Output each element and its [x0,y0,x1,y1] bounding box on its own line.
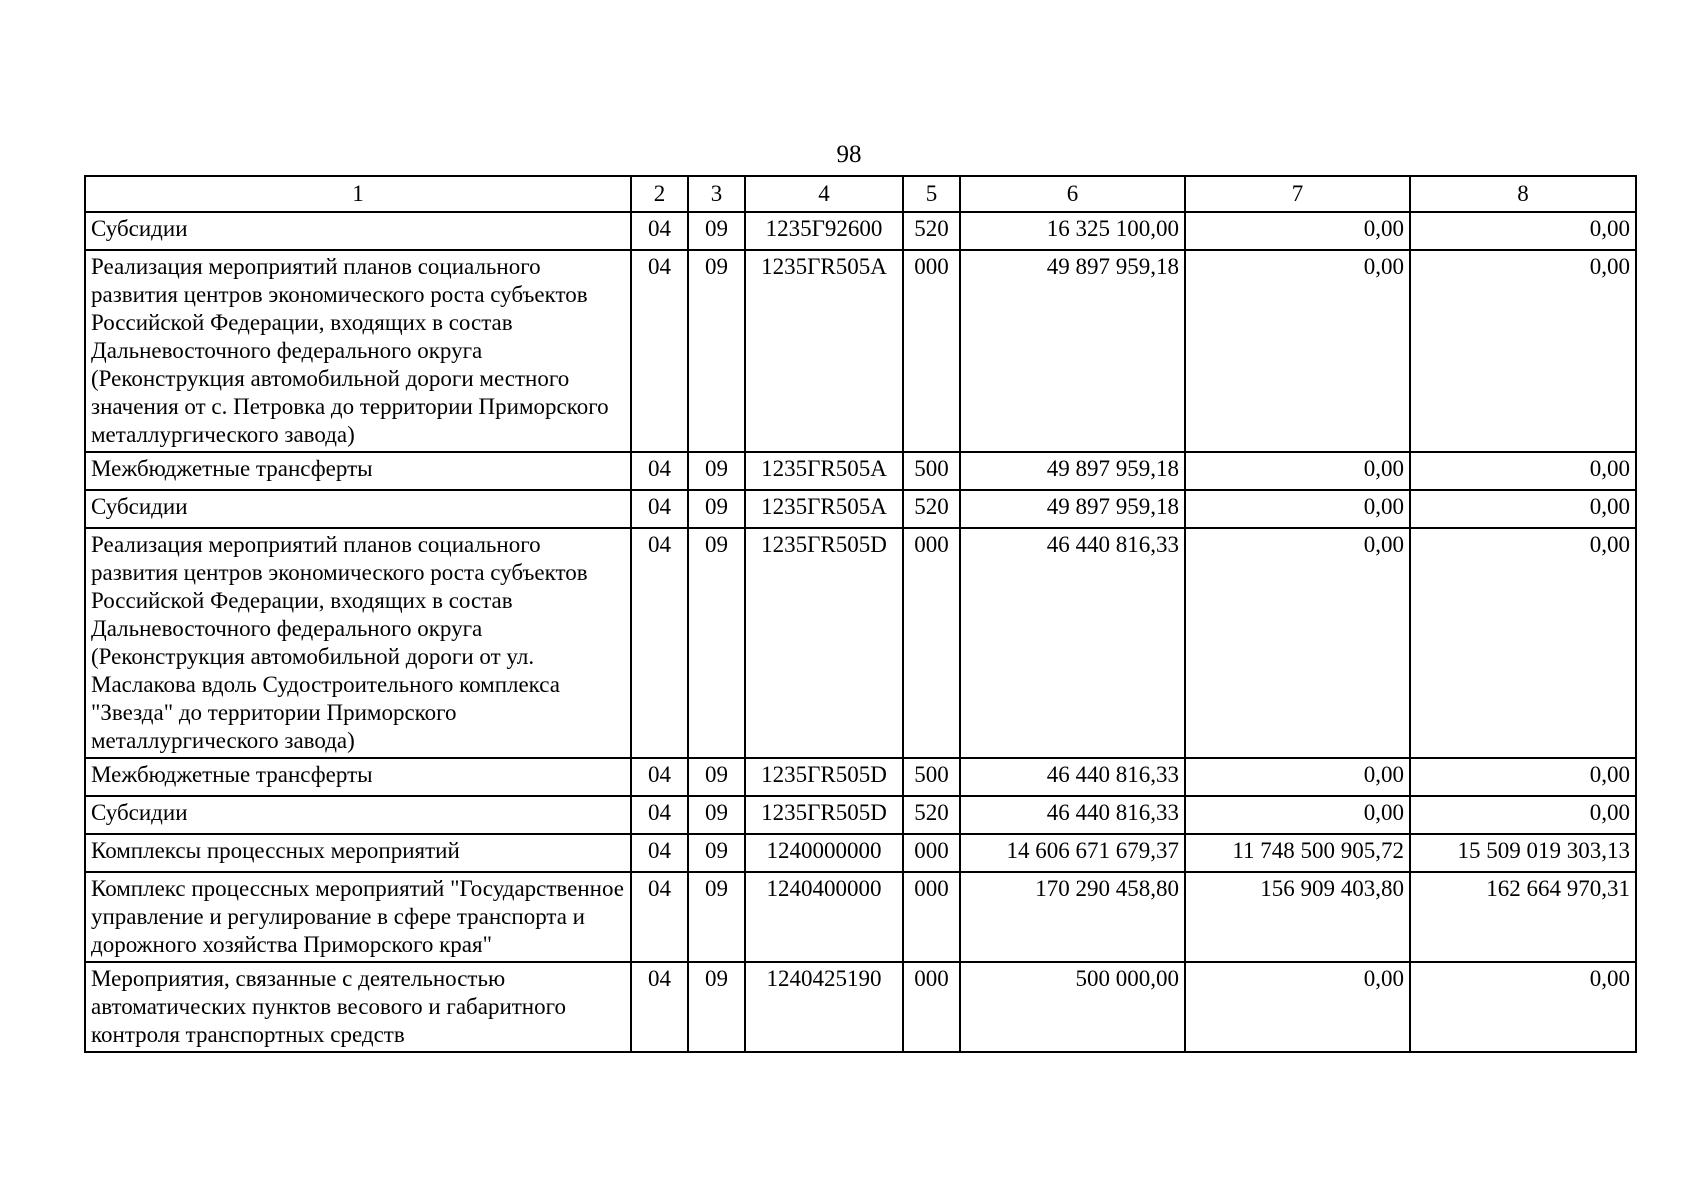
row-expense-type: 000 [903,872,960,962]
row-subsection: 09 [688,490,745,528]
row-subsection: 09 [688,962,745,1052]
header-cell-5: 5 [903,176,960,212]
row-target-code: 1235ГR505A [745,452,903,490]
row-expense-type: 000 [903,250,960,452]
row-section: 04 [631,528,688,758]
row-subsection: 09 [688,452,745,490]
row-amount-8: 0,00 [1410,528,1636,758]
row-subsection: 09 [688,528,745,758]
row-name: Субсидии [85,212,631,250]
row-expense-type: 520 [903,490,960,528]
row-expense-type: 520 [903,796,960,834]
row-amount-7: 0,00 [1185,250,1410,452]
table-row [85,834,1636,872]
row-subsection: 09 [688,250,745,452]
row-amount-8: 0,00 [1410,212,1636,250]
row-section: 04 [631,250,688,452]
row-amount-6: 46 440 816,33 [960,528,1185,758]
row-amount-8: 0,00 [1410,796,1636,834]
row-amount-6: 49 897 959,18 [960,490,1185,528]
row-expense-type: 000 [903,528,960,758]
table-row [85,872,1636,962]
header-cell-4: 4 [745,176,903,212]
row-amount-8: 0,00 [1410,250,1636,452]
row-name: Межбюджетные трансферты [85,758,631,796]
row-amount-8: 162 664 970,31 [1410,872,1636,962]
row-amount-7: 0,00 [1185,528,1410,758]
row-amount-7: 156 909 403,80 [1185,872,1410,962]
row-expense-type: 500 [903,758,960,796]
header-row [85,176,1636,212]
row-subsection: 09 [688,758,745,796]
row-amount-7: 0,00 [1185,452,1410,490]
table-row [85,962,1636,1052]
row-name: Мероприятия, связанные с деятельностью автоматических пунктов весового и габаритного контроля транспортных средств [85,962,631,1052]
row-expense-type: 000 [903,834,960,872]
row-amount-7: 0,00 [1185,796,1410,834]
row-subsection: 09 [688,796,745,834]
table-row [85,250,1636,452]
row-expense-type: 520 [903,212,960,250]
row-amount-7: 11 748 500 905,72 [1185,834,1410,872]
header-cell-1: 1 [85,176,631,212]
row-amount-6: 49 897 959,18 [960,250,1185,452]
row-section: 04 [631,796,688,834]
row-section: 04 [631,872,688,962]
row-amount-6: 500 000,00 [960,962,1185,1052]
row-amount-7: 0,00 [1185,212,1410,250]
row-section: 04 [631,212,688,250]
row-section: 04 [631,962,688,1052]
row-amount-7: 0,00 [1185,962,1410,1052]
row-target-code: 1240000000 [745,834,903,872]
row-target-code: 1240425190 [745,962,903,1052]
row-section: 04 [631,452,688,490]
table-row [85,490,1636,528]
row-amount-6: 16 325 100,00 [960,212,1185,250]
budget-table [84,175,1637,1053]
row-name: Комплексы процессных мероприятий [85,834,631,872]
table-row [85,796,1636,834]
row-amount-8: 0,00 [1410,758,1636,796]
row-amount-8: 0,00 [1410,452,1636,490]
header-cell-7: 7 [1185,176,1410,212]
header-cell-2: 2 [631,176,688,212]
row-target-code: 1235ГR505A [745,490,903,528]
table-row [85,452,1636,490]
row-amount-8: 0,00 [1410,490,1636,528]
row-target-code: 1235ГR505D [745,758,903,796]
row-amount-6: 49 897 959,18 [960,452,1185,490]
row-subsection: 09 [688,834,745,872]
row-name: Реализация мероприятий планов социального развития центров экономического роста субъектов Российской Федерации, входящих в состав Дальневосточного федерального округа (Реконструкция автомобильной дороги от ул. Маслакова вдоль Судостроительного комплекса "Звезда" до территории Приморского металлургического завода) [85,528,631,758]
row-amount-7: 0,00 [1185,758,1410,796]
row-amount-6: 170 290 458,80 [960,872,1185,962]
row-section: 04 [631,490,688,528]
row-subsection: 09 [688,872,745,962]
table-row [85,212,1636,250]
row-amount-6: 14 606 671 679,37 [960,834,1185,872]
header-cell-8: 8 [1410,176,1636,212]
row-target-code: 1235ГR505D [745,528,903,758]
row-name: Субсидии [85,490,631,528]
row-target-code: 1240400000 [745,872,903,962]
row-section: 04 [631,834,688,872]
header-cell-3: 3 [688,176,745,212]
row-amount-8: 15 509 019 303,13 [1410,834,1636,872]
row-expense-type: 000 [903,962,960,1052]
row-amount-6: 46 440 816,33 [960,796,1185,834]
page-number: 98 [836,141,862,168]
row-expense-type: 500 [903,452,960,490]
row-name: Субсидии [85,796,631,834]
row-name: Комплекс процессных мероприятий "Государственное управление и регулирование в сфере транспорта и дорожного хозяйства Приморского края" [85,872,631,962]
table-row [85,758,1636,796]
row-target-code: 1235ГR505A [745,250,903,452]
row-target-code: 1235Г92600 [745,212,903,250]
row-amount-6: 46 440 816,33 [960,758,1185,796]
row-target-code: 1235ГR505D [745,796,903,834]
table-row [85,528,1636,758]
row-amount-8: 0,00 [1410,962,1636,1052]
row-section: 04 [631,758,688,796]
row-name: Межбюджетные трансферты [85,452,631,490]
row-amount-7: 0,00 [1185,490,1410,528]
row-name: Реализация мероприятий планов социального развития центров экономического роста субъектов Российской Федерации, входящих в состав Дальневосточного федерального округа (Реконструкция автомобильной дороги местного значения от с. Петровка до территории Приморского металлургического завода) [85,250,631,452]
row-subsection: 09 [688,212,745,250]
header-cell-6: 6 [960,176,1185,212]
